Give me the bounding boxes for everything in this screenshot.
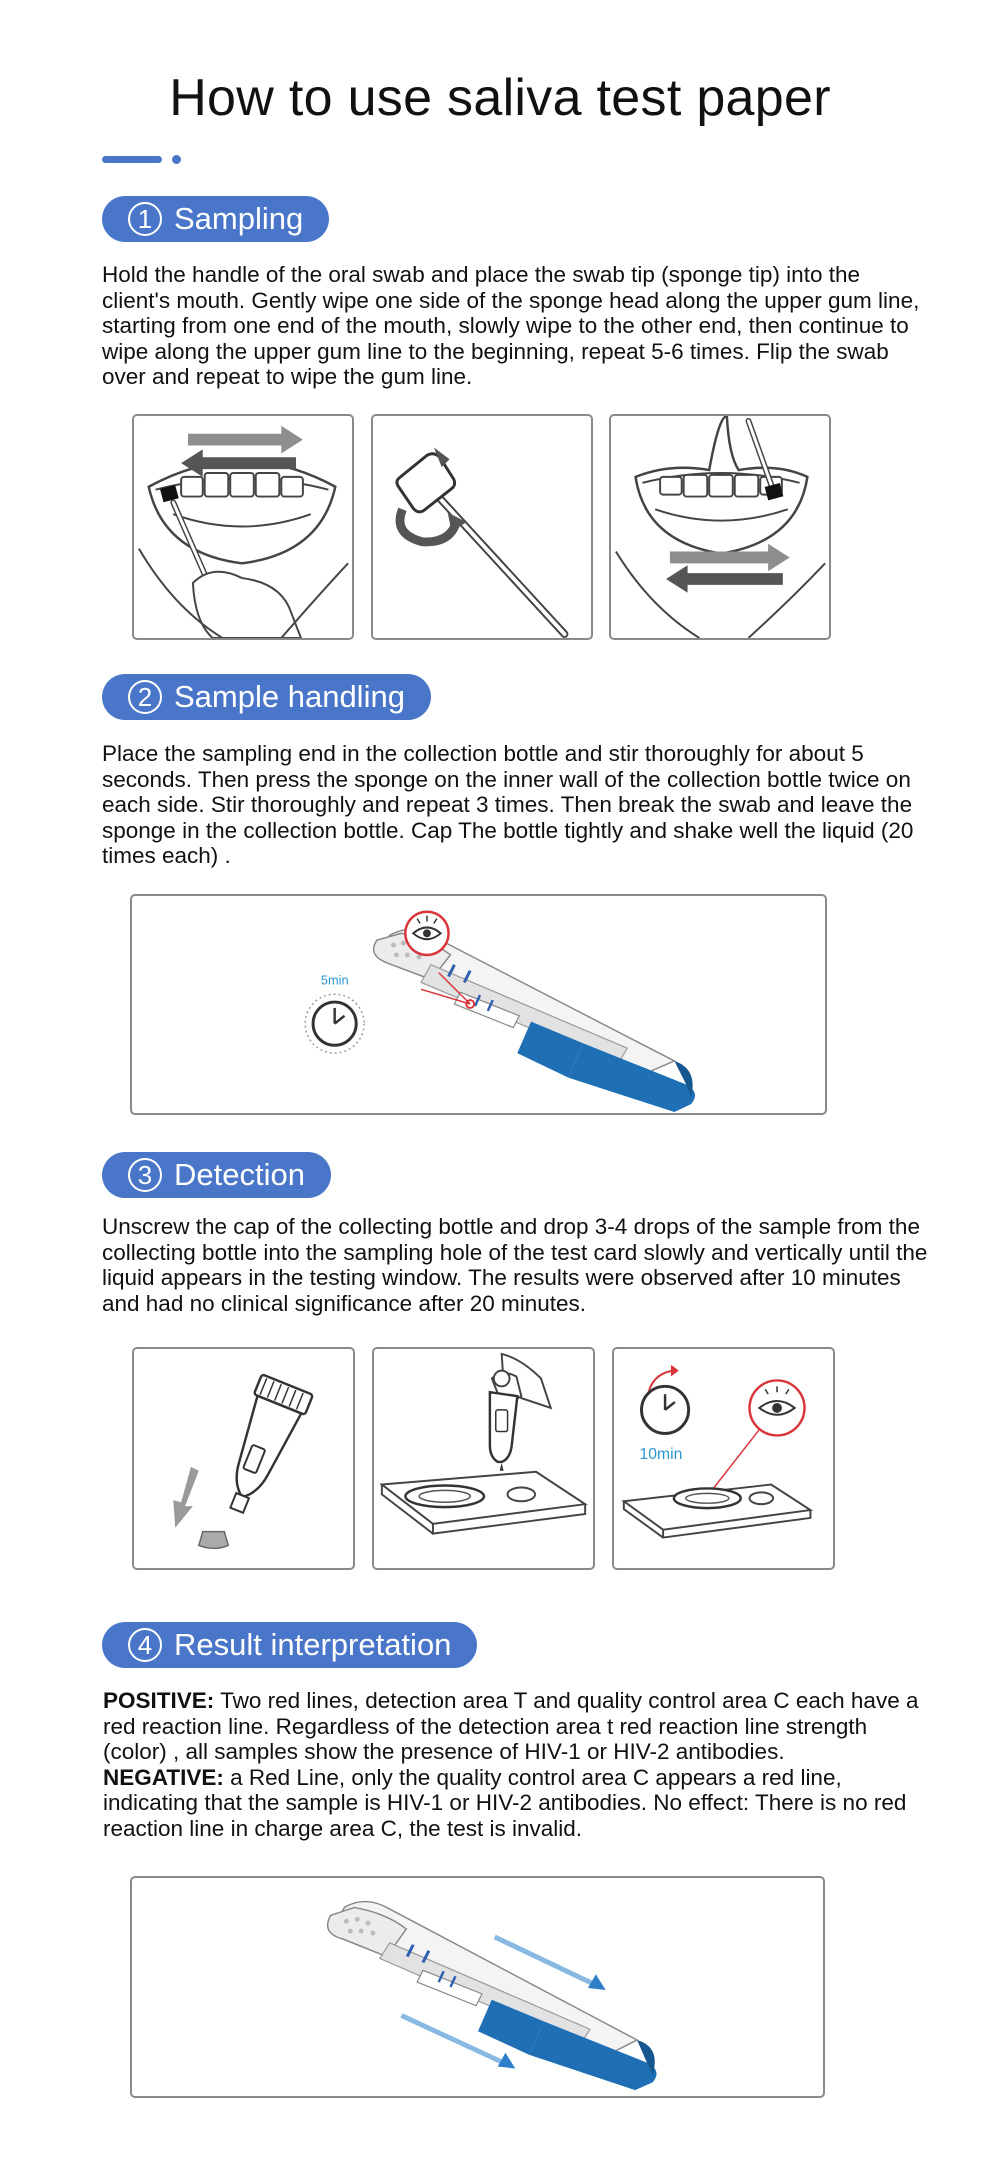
swab-card-icon xyxy=(374,929,695,1112)
detection-illustration-3 xyxy=(612,1347,835,1570)
result-illustration xyxy=(130,1876,825,2098)
section-2-text: Place the sampling end in the collection bottle and stir thoroughly for about 5 seconds. Then press the sponge on the inner wall of the collection bottle twice on each side. Stir thoroughly and repeat 3 times. Then break the swab and leave the sponge in the collection bottle. Cap The bottle tightly and shake well the liquid (20 times each) . xyxy=(102,741,914,868)
timer-label-5min: 5min xyxy=(320,972,349,988)
section-4-heading xyxy=(102,1622,477,1668)
section-4-text xyxy=(103,1688,933,1841)
positive-text: Two red lines, detection area T and quality control area C each have a red reaction line. Regardless of the detection area t red reaction line strength (color) , all samples show the presence of HIV-1 or HIV-2 antibodies. xyxy=(103,1688,919,1764)
title-underline xyxy=(102,156,162,163)
section-4-heading-label: Result interpretation xyxy=(174,1627,452,1662)
timer-icon xyxy=(641,1365,688,1434)
timer-icon xyxy=(305,994,364,1053)
section-3-heading xyxy=(102,1152,331,1198)
section-1-heading-label: Sampling xyxy=(174,201,304,236)
swab-flip-icon xyxy=(373,416,591,638)
sample-handling-illustration xyxy=(130,894,827,1115)
step-number-2: 2 xyxy=(128,680,162,714)
title-underline-dot xyxy=(172,155,181,164)
detection-illustration-2 xyxy=(372,1347,595,1570)
sampling-illustration-2 xyxy=(371,414,593,640)
eye-inspection-icon xyxy=(706,1380,804,1496)
negative-label: NEGATIVE: xyxy=(103,1764,224,1790)
section-3-heading-label: Detection xyxy=(174,1157,305,1192)
sampling-illustration-1 xyxy=(132,414,354,640)
wait-and-read-icon xyxy=(614,1349,833,1568)
timer-label-10min: 10min xyxy=(639,1445,683,1463)
mouth-swab-wipe-right-icon xyxy=(134,416,352,638)
detection-illustration-1 xyxy=(132,1347,355,1570)
mouth-swab-wipe-left-icon xyxy=(611,416,829,638)
step-number-4: 4 xyxy=(128,1628,162,1662)
test-card-timer-icon xyxy=(132,896,825,1113)
page-title: How to use saliva test paper xyxy=(169,69,831,127)
section-2-heading xyxy=(102,674,431,720)
section-2-heading-label: Sample handling xyxy=(174,679,405,714)
step-number-3: 3 xyxy=(128,1158,162,1192)
section-1-heading xyxy=(102,196,329,242)
positive-label: POSITIVE: xyxy=(103,1688,215,1713)
section-1-text: Hold the handle of the oral swab and place the swab tip (sponge tip) into the client's mouth. Gently wipe one side of the sponge head along the upper gum line, starting from one end of the mouth, slowly wipe to the other end, then continue to wipe along the upper gum line to the beginning, repeat 5-6 times. Flip the swab over and repeat to wipe the gum line. xyxy=(102,262,920,389)
section-3-text: Unscrew the cap of the collecting bottle and drop 3-4 drops of the sample from the collecting bottle into the sampling hole of the test card slowly and vertically until the liquid appears in the testing window. The results were observed after 10 minutes and had no clinical significance after 20 minutes. xyxy=(102,1214,928,1316)
negative-text: a Red Line, only the quality control area C appears a red line, indicating that the sample is HIV-1 or HIV-2 antibodies. No effect: There is no red reaction line in charge area C, the test is invalid. xyxy=(103,1764,907,1841)
drop-sample-icon xyxy=(374,1349,593,1568)
sampling-illustration-3 xyxy=(609,414,831,640)
unscrew-bottle-cap-icon xyxy=(134,1349,353,1568)
step-number-1: 1 xyxy=(128,202,162,236)
test-card-result-icon xyxy=(132,1878,823,2096)
